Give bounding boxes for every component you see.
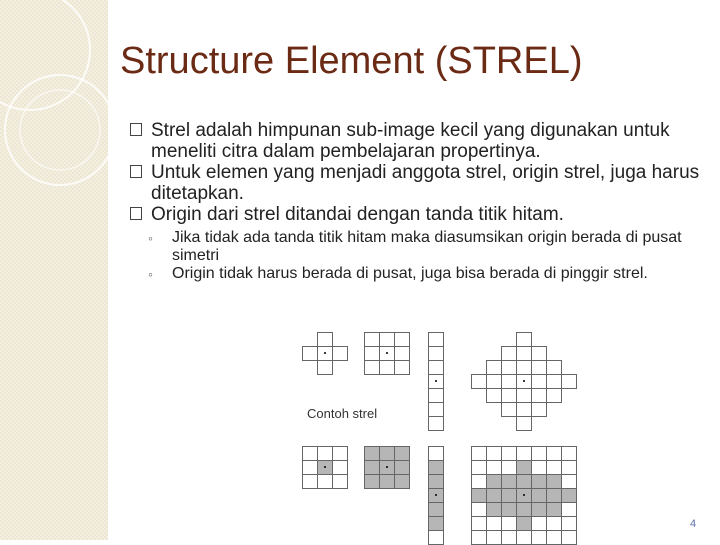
bullet-item (130, 120, 700, 162)
sub-bullet-item (130, 265, 700, 283)
bullet-item (130, 162, 700, 204)
sub-bullet-text: Jika tidak ada tanda titik hitam maka diasumsikan origin berada di pusat simetri (172, 229, 682, 264)
strel-diamond (471, 332, 577, 431)
bullet-text: Strel adalah himpunan sub-image kecil yang digunakan untuk meneliti citra dalam pembelajaran propertinya. (151, 120, 670, 162)
strel-diamond-embedded (471, 446, 577, 545)
bullet-box-icon (130, 165, 142, 178)
page-number: 4 (690, 518, 697, 530)
figure-caption: Contoh strel (307, 406, 378, 421)
strel-square-embedded (364, 446, 410, 489)
sub-bullet-text: Origin tidak harus berada di pusat, juga bisa berada di pinggir strel. (172, 265, 648, 282)
sub-bullet-circle-icon: ◦ (148, 230, 153, 246)
bullet-text: Untuk elemen yang menjadi anggota strel, origin strel, juga harus ditetapkan. (151, 162, 700, 204)
slide-title: Structure Element (STREL) (120, 40, 583, 82)
bullet-text: Origin dari strel ditandai dengan tanda titik hitam. (151, 204, 564, 225)
strel-square-3x3 (364, 332, 410, 375)
strel-cross-embedded (302, 446, 348, 489)
bullet-box-icon (130, 123, 142, 136)
strel-vertical-line (428, 332, 444, 431)
sub-bullet-item (130, 229, 700, 265)
strel-cross-3x3 (302, 332, 348, 375)
bullet-list (130, 120, 700, 283)
strel-line-embedded (428, 446, 444, 545)
sub-bullet-circle-icon: ◦ (148, 266, 153, 282)
bullet-item (130, 204, 700, 225)
bullet-box-icon (130, 207, 142, 220)
